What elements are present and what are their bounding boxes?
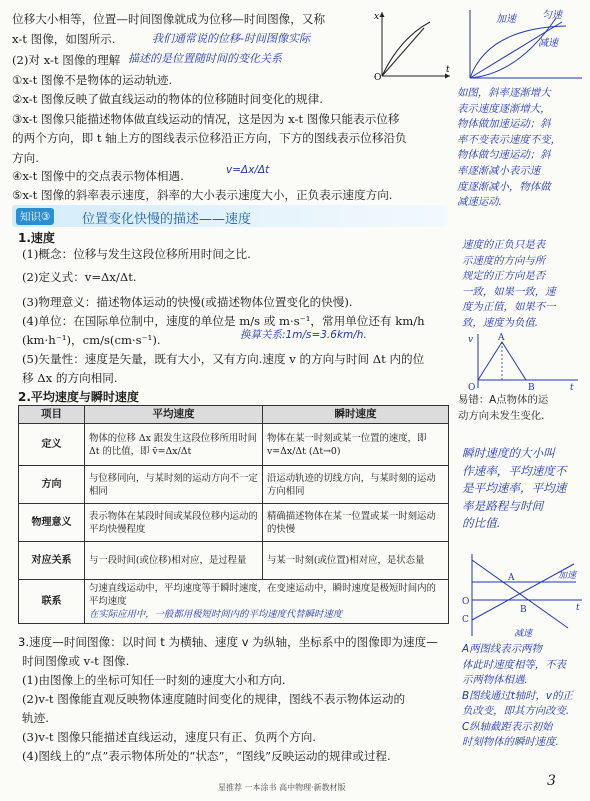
handwritten-note: 换算关系:1m/s=3.6km/h. <box>240 329 367 341</box>
page-number: 3 <box>547 773 556 789</box>
handwritten-note-3: 易错：A点物体的运 动方向未发生变化. <box>458 394 549 422</box>
subsection-title: 1.速度 <box>18 231 55 245</box>
text-line: (2)v-t 图像能直观反映物体速度随时间变化的规律，图线不表示物体运动的 <box>22 692 406 706</box>
text-line: ①x-t 图像不是物体的运动轨迹. <box>12 73 173 87</box>
graph-label: A <box>498 333 505 343</box>
comparison-table <box>18 405 449 624</box>
table-cell: 与一段时间(或位移)相对应，是过程量 <box>85 542 263 580</box>
axis-x-label: x <box>374 12 380 22</box>
text-line: (5)矢量性：速度是矢量，既有大小，又有方向.速度 v 的方向与时间 Δt 内的位 <box>22 352 425 366</box>
handwritten-note-1: 如图，斜率逐渐增大 表示速度逐渐增大， 物体做加速运动；斜 率不变表示速度不变， 物体做匀速运动；斜 率逐渐减小表示速 度逐渐减小，物体做 减速运动. <box>457 87 561 209</box>
graph-label: A <box>508 573 515 583</box>
origin-label: O <box>374 73 382 80</box>
graph-label: 匀速 <box>542 10 562 21</box>
handwritten-note-5: A两图线表示两物 体此时速度相等，不表 示两物体相遇. B图线通过t轴时，v的正 负改变，即其方向改变. C纵轴截距表示初始 时刻物体的瞬时速度. <box>462 643 573 748</box>
table-cell: 沿运动轨迹的切线方向，与某时刻的运动方向相同 <box>263 466 449 504</box>
graph-label: t <box>576 603 580 613</box>
text-line: 轨迹. <box>22 711 49 725</box>
handwritten-note-4: 瞬时速度的大小叫 作速率，平均速度不 是平均速率，平均速 率是路程与时间 的比值. <box>462 446 567 530</box>
xt-graph <box>372 8 454 80</box>
table-header: 项目 <box>19 406 85 424</box>
text-line: (2)对 x-t 图像的理解 <box>12 53 121 67</box>
graph-label: B <box>520 605 527 615</box>
footer-text: 星推荐 一本涂书 高中物理·新教材版 <box>218 783 346 792</box>
text-line: 的两个方向，即 t 轴上方的图线表示位移沿正方向，下方的图线表示位移沿负 <box>12 131 407 145</box>
text-line: 移 Δx 的方向相同. <box>22 371 118 385</box>
text-line: 3.速度—时间图像：以时间 t 为横轴、速度 v 为纵轴，坐标系中的图像即为速度— <box>18 635 438 649</box>
handwritten-graph-3 <box>458 550 588 642</box>
text-line: x-t 图像，如图所示. <box>12 32 116 46</box>
graph-label: 减速 <box>538 38 558 49</box>
row-label: 方向 <box>19 466 85 504</box>
row-label: 联系 <box>19 580 85 624</box>
table-header: 平均速度 <box>85 406 263 424</box>
handwritten-note: 在实际应用中，一般都用极短时间内的平均速度代替瞬时速度 <box>89 609 343 620</box>
text-line: (4)图线上的“点”表示物体所处的“状态”，“图线”反映运动的规律或过程. <box>22 749 391 763</box>
table-cell: 物体在某一时刻或某一位置的速度，即 v=Δx/Δt (Δt→0) <box>263 424 449 466</box>
handwritten-note: 我们通常说的位移-时间图像实际 <box>152 32 310 45</box>
text-line: ⑤x-t 图像的斜率表示速度，斜率的大小表示速度大小，正负表示速度方向. <box>12 188 393 202</box>
handwritten-note: 描述的是位置随时间的变化关系 <box>128 52 282 65</box>
text-line: ④x-t 图像中的交点表示物体相遇. <box>12 169 184 183</box>
subsection-title: 2.平均速度与瞬时速度 <box>18 390 139 404</box>
table-cell: 与位移同向，与某时刻的运动方向不一定相同 <box>85 466 263 504</box>
handwritten-graph-1 <box>458 4 588 86</box>
text-line: (km·h⁻¹)，cm/s(cm·s⁻¹). <box>22 333 161 347</box>
graph-label: t <box>570 383 574 393</box>
text-line: 时间图像或 v-t 图像. <box>22 654 130 668</box>
text-line: 位移大小相等，位置—时间图像就成为位移—时间图像，又称 <box>12 12 326 26</box>
row-label: 定义 <box>19 424 85 466</box>
table-row <box>19 466 449 504</box>
link-text: 匀速直线运动中，平均速度等于瞬时速度，在变速运动中，瞬时速度是极短时间内的平均速度 <box>89 583 436 607</box>
graph-label: B <box>528 383 535 393</box>
text-line: (3)v-t 图像只能描述直线运动，速度只有正、负两个方向. <box>22 730 316 744</box>
text-line: ②x-t 图像反映了做直线运动的物体的位移随时间变化的规律. <box>12 92 323 106</box>
table-cell: 表示物体在某段时间或某段位移内运动的平均快慢程度 <box>85 504 263 542</box>
table-cell <box>85 580 449 624</box>
section-heading: 位置变化快慢的描述——速度 <box>82 212 252 227</box>
graph-label: 加速 <box>496 14 516 25</box>
graph-label: 减速 <box>514 629 533 639</box>
graph-label: 加速 <box>558 571 577 581</box>
table-header-row <box>19 406 449 424</box>
table-row <box>19 504 449 542</box>
table-header: 瞬时速度 <box>263 406 449 424</box>
text-line: (1)概念：位移与发生这段位移所用时间之比. <box>22 247 251 261</box>
table-row <box>19 542 449 580</box>
table-row <box>19 580 449 624</box>
text-line: (1)由图像上的坐标可知任一时刻的速度大小和方向. <box>22 673 286 687</box>
handwritten-graph-2 <box>462 330 582 394</box>
row-label: 物理意义 <box>19 504 85 542</box>
text-line: ③x-t 图像只能描述物体做直线运动的情况，这是因为 x-t 图像只能表示位移 <box>12 112 400 126</box>
graph-label: C <box>462 615 469 625</box>
text-line: (4)单位：在国际单位制中，速度的单位是 m/s 或 m·s⁻¹，常用单位还有 km/h <box>22 314 425 328</box>
graph-label: v <box>468 335 474 345</box>
text-line: 方向. <box>12 151 39 165</box>
handwritten-note-2: 速度的正负只是表 示速度的方向与所 规定的正方向是否 一致，如果一致，速 度为正值，如果不一 致，速度为负值. <box>462 239 556 329</box>
table-cell: 与某一时刻(或位置)相对应，是状态量 <box>263 542 449 580</box>
graph-label: O <box>462 597 470 607</box>
table-row <box>19 424 449 466</box>
table-cell: 精确描述物体在某一位置或某一时刻运动的快慢 <box>263 504 449 542</box>
row-label: 对应关系 <box>19 542 85 580</box>
text-line: (3)物理意义：描述物体运动的快慢(或描述物体位置变化的快慢). <box>22 295 353 309</box>
graph-label: O <box>468 383 476 393</box>
text-line: (2)定义式：v=Δx/Δt. <box>22 270 137 284</box>
table-cell: 物体的位移 Δx 跟发生这段位移所用时间 Δt 的比值，即 v̄=Δx/Δt <box>85 424 263 466</box>
axis-t-label: t <box>446 65 450 75</box>
knowledge-tag: 知识③ <box>16 208 54 225</box>
handwritten-formula: v=Δx/Δt <box>226 164 270 176</box>
